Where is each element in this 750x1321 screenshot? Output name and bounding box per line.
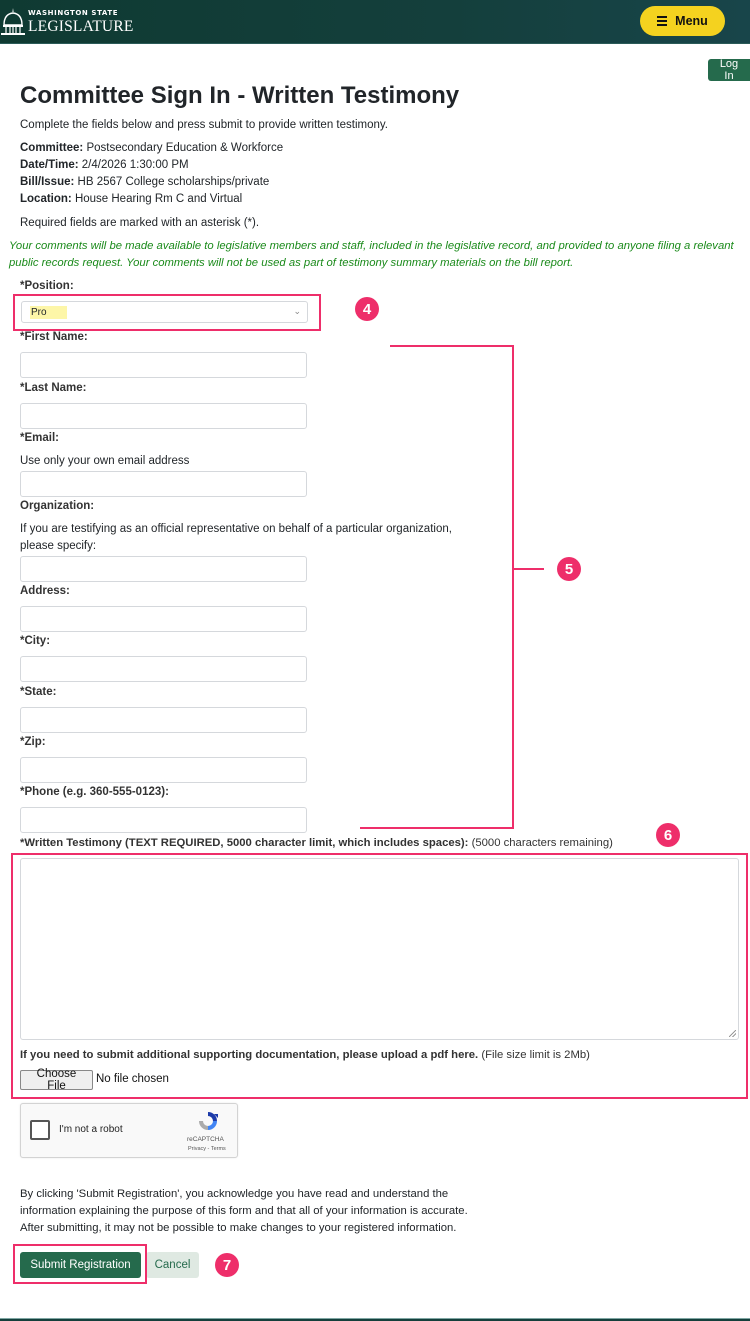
characters-remaining: (5000 characters remaining) [468,837,613,849]
meta-label: Bill/Issue: [20,176,75,188]
annotation-box-7 [13,1244,147,1284]
meta-value: HB 2567 College scholarships/private [74,176,270,188]
meta-value: Postsecondary Education & Workforce [83,142,284,154]
zip-label: *Zip: [20,736,46,748]
menu-label: Menu [675,14,708,28]
last-name-input[interactable] [20,403,307,429]
zip-input[interactable] [20,757,307,783]
acknowledgement-text [20,1186,468,1237]
cancel-button[interactable]: Cancel [146,1252,199,1278]
state-label: *State: [20,686,57,698]
meta-datetime [20,159,189,171]
choose-file-button[interactable]: Choose File [20,1070,93,1090]
state-input[interactable] [20,707,307,733]
annotation-marker-5: 5 [557,557,581,581]
recaptcha-label: I'm not a robot [59,1124,123,1135]
testimony-label: *Written Testimony (TEXT REQUIRED, 5000 character limit, which includes spaces): [20,837,469,849]
testimony-label-row [20,837,613,849]
organization-help-2: please specify: [20,540,97,552]
logo-subtitle: WASHINGTON STATE [28,8,119,17]
email-input[interactable] [20,471,307,497]
recaptcha-widget [20,1103,238,1158]
recaptcha-logo-icon [197,1110,219,1132]
ack-line: By clicking 'Submit Registration', you acknowledge you have read and understand the [20,1188,449,1200]
email-label: *Email: [20,432,59,444]
recaptcha-brand: reCAPTCHA [187,1136,224,1143]
capitol-dome-icon [0,7,26,37]
city-input[interactable] [20,656,307,682]
page-title: Committee Sign In - Written Testimony [20,82,460,109]
annotation-bracket-pointer [514,568,544,570]
recaptcha-checkbox[interactable] [30,1120,50,1140]
ack-line: information explaining the purpose of this form and that all of your information is accurate. [20,1205,468,1217]
first-name-label: *First Name: [20,331,88,343]
meta-label: Location: [20,193,72,205]
first-name-input[interactable] [20,352,307,378]
phone-label: *Phone (e.g. 360-555-0123): [20,786,169,798]
annotation-bracket-top [390,345,514,347]
login-button[interactable]: Log In [708,59,750,81]
organization-help-1: If you are testifying as an official representative on behalf of a particular organization, [20,523,452,535]
site-header [0,0,750,44]
position-value: Pro [30,306,67,319]
meta-bill [20,176,269,188]
organization-input[interactable] [20,556,307,582]
required-note: Required fields are marked with an asterisk (*). [20,217,260,229]
submit-registration-button[interactable]: Submit Registration [20,1252,141,1278]
chevron-down-icon: ⌄ [293,306,301,316]
logo-title: LEGISLATURE [28,17,134,35]
annotation-bracket-bottom [360,827,514,829]
annotation-bracket-vertical [512,345,514,828]
organization-label: Organization: [20,500,95,512]
menu-button[interactable] [640,6,725,36]
meta-label: Committee: [20,142,84,154]
meta-value: 2/4/2026 1:30:00 PM [78,159,189,171]
position-label: *Position: [20,280,74,292]
meta-committee [20,142,283,154]
annotation-marker-6: 6 [656,823,680,847]
annotation-marker-7: 7 [215,1253,239,1277]
meta-value: House Hearing Rm C and Virtual [71,193,243,205]
address-input[interactable] [20,606,307,632]
city-label: *City: [20,635,51,647]
upload-limit: (File size limit is 2Mb) [478,1049,590,1061]
upload-label: If you need to submit additional supporting documentation, please upload a pdf here. [20,1049,479,1061]
intro-text: Complete the fields below and press submit to provide written testimony. [20,119,388,131]
hamburger-icon [657,14,667,28]
legislature-logo[interactable] [0,7,134,37]
email-help: Use only your own email address [20,455,190,467]
file-status: No file chosen [96,1073,169,1085]
meta-location [20,193,242,205]
recaptcha-links[interactable]: Privacy - Terms [188,1146,226,1152]
meta-label: Date/Time: [20,159,79,171]
annotation-box-6 [11,853,748,1099]
annotation-marker-4: 4 [355,297,379,321]
ack-line: After submitting, it may not be possible to make changes to your registered information. [20,1222,457,1234]
phone-input[interactable] [20,807,307,833]
last-name-label: *Last Name: [20,382,87,394]
annotation-box-4 [13,294,321,331]
public-record-notice: Your comments will be made available to legislative members and staff, included in the legislative record, and provided to anyone filing a relevant public records request. Your comments will not be used as part of testimony summary materials on the bill report. [9,240,734,269]
address-label: Address: [20,585,70,597]
